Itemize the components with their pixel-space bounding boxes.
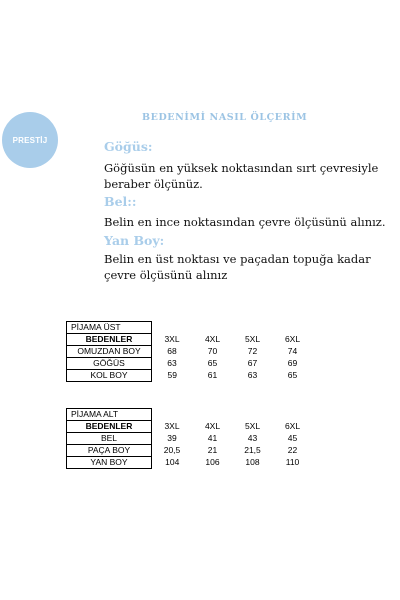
table-row: [67, 346, 313, 358]
column-header: 3XL: [164, 334, 180, 344]
table-cell: 63: [167, 358, 177, 368]
table-caption-row: [67, 322, 313, 334]
table-cell: 65: [207, 358, 218, 368]
brand-logo: [2, 112, 58, 168]
table-cell: 61: [207, 370, 218, 380]
column-header: BEDENLER: [67, 421, 152, 433]
table-cell: 39: [167, 433, 177, 443]
table-cell: 67: [247, 358, 258, 368]
table-cell: 21,5: [244, 445, 261, 455]
table-cell: 21: [207, 445, 218, 455]
row-label: PAÇA BOY: [67, 445, 152, 457]
table-cell: 43: [247, 433, 258, 443]
column-header: BEDENLER: [67, 334, 152, 346]
table-cell: 69: [287, 358, 298, 368]
row-label: BEL: [67, 433, 152, 445]
table-caption: PİJAMA ALT: [67, 409, 152, 421]
table-cell: 72: [247, 346, 258, 356]
column-header: 6XL: [284, 421, 301, 431]
table-cell: 110: [285, 457, 300, 467]
table-cell: 70: [207, 346, 218, 356]
table-caption-row: [67, 409, 313, 421]
table-cell: 45: [287, 433, 298, 443]
table-cell: 104: [165, 457, 180, 467]
section-heading-gogus: Göğüs:: [104, 139, 153, 154]
section-text-bel: Belin en ince noktasından çevre ölçüsünü alınız.: [104, 215, 386, 229]
size-table-bottom: [66, 408, 313, 469]
section-text-gogus: Göğüsün en yüksek noktasından sırt çevresiyle beraber ölçünüz.: [104, 161, 379, 191]
table-row: [67, 370, 313, 382]
table-cell: 108: [245, 457, 260, 467]
section-text-yan-boy: Belin en üst noktası ve paçadan topuğa kadar çevre ölçüsünü alınız: [104, 252, 371, 282]
column-header: 4XL: [204, 421, 221, 431]
table-caption: PİJAMA ÜST: [67, 322, 152, 334]
row-label: OMUZDAN BOY: [67, 346, 152, 358]
table-row: [67, 433, 313, 445]
table-cell: 59: [167, 370, 177, 380]
table-header-row: [67, 421, 313, 433]
section-heading-bel: Bel::: [104, 194, 137, 209]
column-header: 4XL: [204, 334, 221, 344]
table-cell: 63: [247, 370, 258, 380]
row-label: KOL BOY: [67, 370, 152, 382]
table-cell: 65: [287, 370, 298, 380]
table-cell: 68: [167, 346, 177, 356]
table-cell: 22: [287, 445, 298, 455]
table-row: [67, 457, 313, 469]
table-header-row: [67, 334, 313, 346]
page-title: BEDENİMİ NASIL ÖLÇERİM: [142, 112, 308, 123]
column-header: 5XL: [244, 421, 261, 431]
column-header: 6XL: [284, 334, 301, 344]
table-row: [67, 358, 313, 370]
table-cell: 20,5: [163, 445, 181, 455]
row-label: YAN BOY: [67, 457, 152, 469]
column-header: 3XL: [164, 421, 180, 431]
table-row: [67, 445, 313, 457]
size-table-top: [66, 321, 313, 382]
row-label: GÖĞÜS: [67, 358, 152, 370]
brand-logo-text: PRESTİJ: [12, 135, 48, 145]
column-header: 5XL: [244, 334, 261, 344]
section-heading-yan-boy: Yan Boy:: [104, 233, 165, 248]
table-cell: 74: [287, 346, 298, 356]
table-cell: 106: [205, 457, 220, 467]
table-cell: 41: [207, 433, 218, 443]
